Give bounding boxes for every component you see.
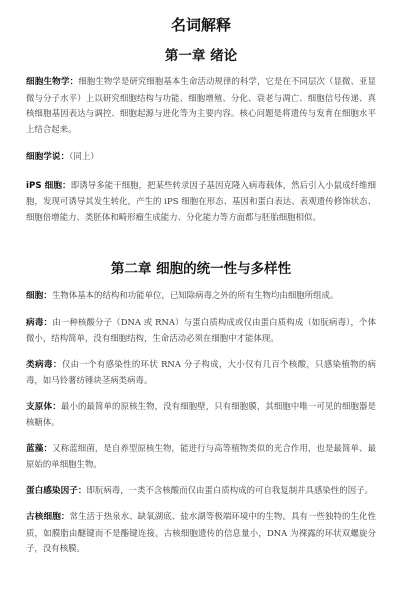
definition-text: 生物体基本的结构和功能单位，已知除病毒之外的所有生物均由细胞所组成。 [51, 290, 339, 300]
term-label: 病毒： [26, 317, 53, 328]
definition-text: （同上） [69, 151, 99, 161]
definition-cyanobacteria [26, 441, 376, 473]
term-label: 细胞： [26, 291, 52, 301]
term-label: 支原体： [26, 401, 61, 412]
definition-text: 最小的最简单的原核生物，没有细胞壁，只有细胞膜，其细胞中唯一可见的细胞器是核糖体。 [26, 400, 376, 427]
definition-ips-cell [26, 178, 376, 226]
definition-prion [26, 483, 376, 500]
term-label: iPS 细胞： [26, 180, 71, 191]
term-label: 类病毒： [26, 359, 62, 370]
term-label: 蓝藻： [26, 443, 53, 454]
definition-cell [26, 288, 376, 305]
definition-cell-biology [26, 74, 376, 137]
definition-text: 由一种核酸分子（DNA 或 RNA）与蛋白质构成或仅由蛋白质构成（如朊病毒），个体微小，结构简单，没有细胞结构，生命活动必须在细胞中才能体现。 [26, 316, 376, 343]
definition-text: 常生活于热泉水、缺氧湖底、盐水湖等极端环境中的生物。具有一些独特的生化性质，如膜脂由醚键而不是酯键连接。古核细胞遗传的信息量小，DNA 为裸露的环状双螺旋分子，没有核膜。 [26, 511, 376, 553]
term-label: 蛋白感染因子： [26, 485, 87, 496]
document-title: 名词解释 [170, 16, 231, 34]
definition-cell-theory [26, 149, 376, 166]
term-label: 古核细胞： [26, 512, 70, 522]
term-label: 细胞生物学： [26, 77, 79, 87]
chapter-1-title: 第一章 绪论 [164, 48, 238, 64]
definition-archaea [26, 509, 376, 557]
definition-virus [26, 315, 376, 347]
definition-text: 即诱导多能干细胞，把某些转录因子基因克隆入病毒载体，然后引入小鼠成纤维细胞，发现可诱导其发生转化，产生的 iPS 细胞在形态、基因和蛋白表达、表观遗传修饰状态、细胞倍增能力、类胚体和畸形瘤生成能力、分化能力等方面都与胚胎细胞相似。 [26, 179, 376, 222]
definition-text: 即朊病毒，一类不含核酸而仅由蛋白质构成的可自我复制并具感染性的因子。 [86, 484, 373, 495]
definition-mycoplasma [26, 399, 376, 431]
definition-viroid [26, 357, 376, 389]
term-label: 细胞学说： [26, 152, 70, 162]
definition-text: 又称蓝细菌，是自养型原核生物，能进行与高等植物类似的光合作用，也是最简单、最原始的单细胞生物。 [26, 442, 376, 469]
definition-text: 细胞生物学是研究细胞基本生命活动规律的科学，它是在不同层次（显微、亚显微与分子水平）上以研究细胞结构与功能、细胞增殖、分化、衰老与凋亡、细胞信号传递、真核细胞基因表达与调控、细胞起源与进化等为主要内容。核心问题是将遗传与发育在细胞水平上结合起来。 [26, 76, 376, 134]
definition-text: 仅由一个有感染性的环状 RNA 分子构成，大小仅有几百个核酸，只感染植物的病毒，如马铃薯纺锤块茎病类病毒。 [26, 358, 377, 385]
chapter-2-title: 第二章 细胞的统一性与多样性 [110, 261, 292, 277]
